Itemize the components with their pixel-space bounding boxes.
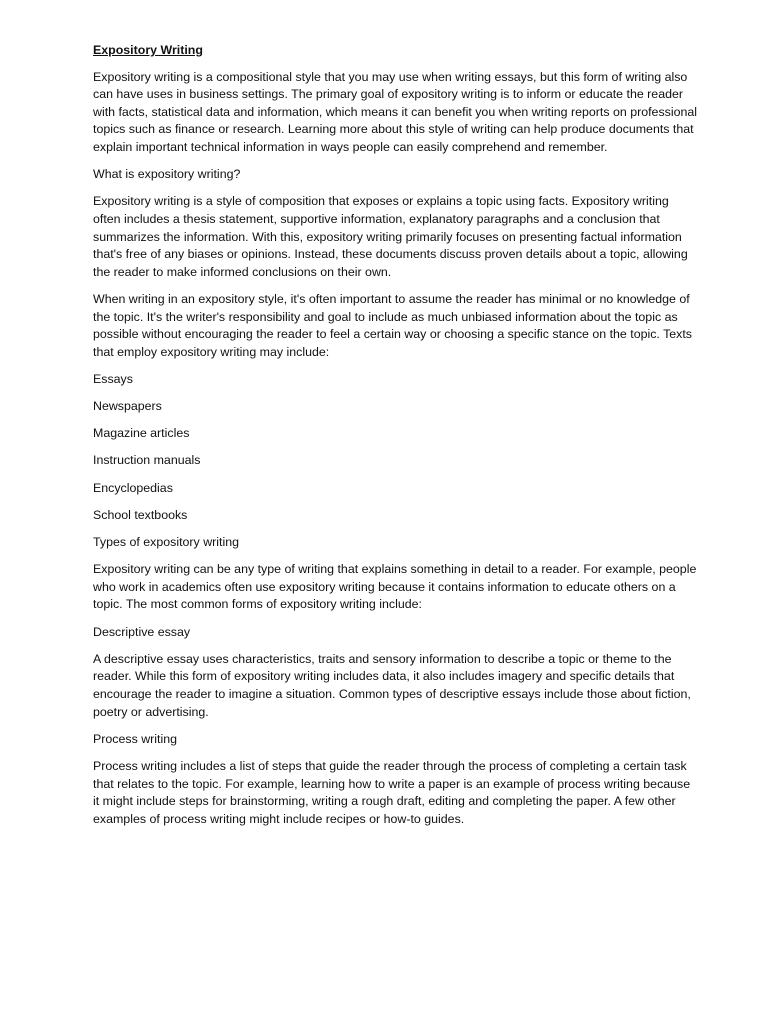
document-body [93,42,697,838]
list-item: School textbooks [93,507,188,522]
descriptive-essay-paragraph: A descriptive essay uses characteristics, traits and sensory information to describe a topic or theme to the reader. While this form of expository writing includes data, it also includes imagery and specific details that encourage the reader to imagine a situation. Common types of descriptive essays include those about fiction, poetry or advertising. [93,651,691,719]
document-title: Expository Writing [93,43,203,57]
definition-paragraph: Expository writing is a style of composition that exposes or explains a topic using facts. Expository writing often includes a thesis statement, supportive information, explanatory paragraphs and a conclusion that summarizes the information. With this, expository writing primarily focuses on presenting factual information that's free of any biases or opinions. Instead, these documents discuss proven details about a topic, allowing the reader to make informed conclusions on their own. [93,194,688,279]
intro-paragraph: Expository writing is a compositional style that you may use when writing essays, but this form of writing also can have uses in business settings. The primary goal of expository writing is to inform or educate the reader with facts, statistical data and information, which means it can benefit you when writing reports on professional topics such as finance or research. Learning more about this style of writing can help produce documents that explain important technical information in ways people can easily comprehend and remember. [93,69,698,154]
list-item: Encyclopedias [93,480,173,495]
list-item: Newspapers [93,399,162,414]
section-question-heading: What is expository writing? [93,167,241,182]
types-paragraph: Expository writing can be any type of writing that explains something in detail to a reader. For example, people who work in academics often use expository writing because it contains information to educate others on a topic. The most common forms of expository writing include: [93,562,697,612]
audience-paragraph: When writing in an expository style, it's often important to assume the reader has minimal or no knowledge of the topic. It's the writer's responsibility and goal to include as much unbiased information about the topic as possible without encouraging the reader to feel a certain way or choosing a specific stance on the topic. Texts that employ expository writing may include: [93,291,693,359]
section-types-heading: Types of expository writing [93,535,239,549]
list-item: Instruction manuals [93,453,201,468]
list-item: Essays [93,371,133,386]
descriptive-essay-heading: Descriptive essay [93,624,191,639]
process-writing-heading: Process writing [93,731,178,746]
process-writing-paragraph: Process writing includes a list of steps that guide the reader through the process of completing a certain task that relates to the topic. For example, learning how to write a paper is an example of process writing because it might include steps for brainstorming, writing a rough draft, editing and completing the paper. A few other examples of process writing might include recipes or how-to guides. [93,758,691,826]
list-item: Magazine articles [93,426,190,441]
